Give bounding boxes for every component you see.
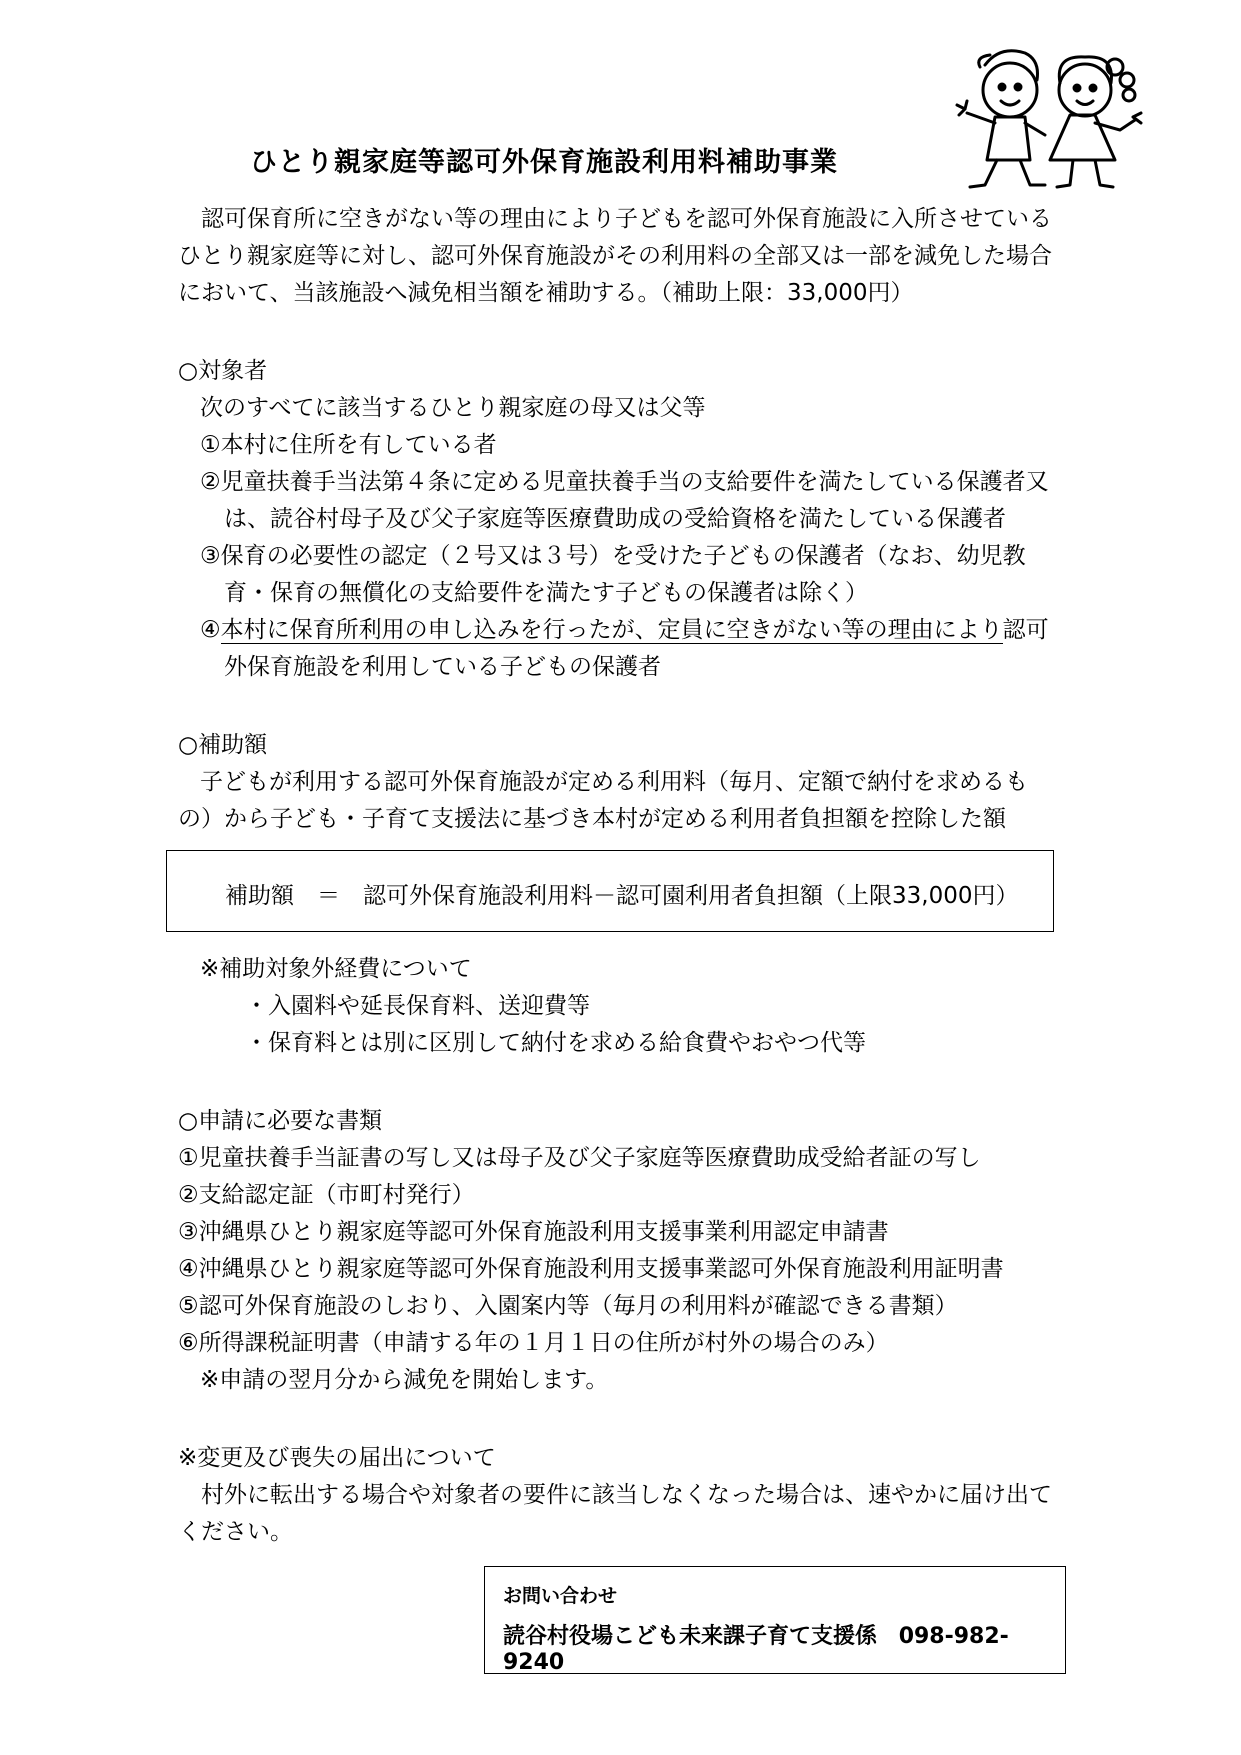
amount-heading: ○補助額: [178, 732, 268, 758]
target-item-2-line-2: は、読谷村母子及び父子家庭等医療費助成の受給資格を満たしている保護者: [224, 506, 1006, 532]
document-item: ②支給認定証（市町村発行）: [178, 1182, 475, 1208]
amount-desc-line-2: の）から子ども・子育て支援法に基づき本村が定める利用者負担額を控除した額: [178, 806, 1006, 832]
amount-desc-line-1: 子どもが利用する認可外保育施設が定める利用料（毎月、定額で納付を求めるも: [200, 769, 1028, 795]
document-item: ④沖縄県ひとり親家庭等認可外保育施設利用支援事業認可外保育施設利用証明書: [178, 1256, 1004, 1282]
changes-line-2: ください。: [178, 1519, 293, 1545]
documents-heading: ○申請に必要な書類: [178, 1108, 383, 1134]
target-item-4-prefix: ④: [200, 617, 221, 643]
target-item-4-suffix: 認可: [1002, 617, 1049, 643]
document-item: ⑥所得課税証明書（申請する年の１月１日の住所が村外の場合のみ）: [178, 1330, 889, 1356]
target-item-2-line-1: ②児童扶養手当法第４条に定める児童扶養手当の支給要件を満たしている保護者又: [200, 469, 1049, 495]
target-item-3-line-1: ③保育の必要性の認定（２号又は３号）を受けた子どもの保護者（なお、幼児教: [200, 543, 1026, 569]
formula-text: 補助額 ＝ 認可外保育施設利用料－認可園利用者負担額（上限33,000円）: [225, 883, 1019, 909]
documents-note: ※申請の翌月分から減免を開始します。: [200, 1367, 609, 1393]
document-item: ①児童扶養手当証書の写し又は母子及び父子家庭等医療費助成受給者証の写し: [178, 1145, 981, 1171]
contact-office: 読谷村役場こども未来課子育て支援係: [503, 1624, 878, 1649]
intro-line-3: において、当該施設へ減免相当額を補助する。（補助上限：33,000円）: [178, 280, 914, 306]
target-heading: ○対象者: [178, 358, 268, 384]
target-item-3-line-2: 育・保育の無償化の支給要件を満たす子どもの保護者は除く）: [224, 580, 868, 606]
document-item: ⑤認可外保育施設のしおり、入園案内等（毎月の利用料が確認できる書類）: [178, 1293, 958, 1319]
contact-box: [484, 1566, 1066, 1674]
contact-phone: 098-982-9240: [503, 1624, 1009, 1675]
target-item-4-line-2: 外保育施設を利用している子どもの保護者: [224, 654, 661, 680]
page-title: ひとり親家庭等認可外保育施設利用料補助事業: [250, 147, 838, 178]
target-lead: 次のすべてに該当するひとり親家庭の母又は父等: [200, 395, 706, 421]
intro-line-2: ひとり親家庭等に対し、認可外保育施設がその利用料の全部又は一部を減免した場合: [178, 243, 1052, 269]
excluded-heading: ※補助対象外経費について: [200, 956, 472, 982]
formula-box: [166, 850, 1054, 932]
target-item-4-line-1: [200, 611, 1049, 644]
intro-line-1: 認可保育所に空きがない等の理由により子どもを認可外保育施設に入所させている: [178, 206, 1052, 232]
target-item-4-underlined: 本村に保育所利用の申し込みを行ったが、定員に空きがない等の理由により: [220, 617, 1003, 643]
contact-label: お問い合わせ: [503, 1585, 618, 1607]
children-illustration: [945, 35, 1155, 205]
document-item: ③沖縄県ひとり親家庭等認可外保育施設利用支援事業利用認定申請書: [178, 1219, 889, 1245]
contact-info: [503, 1619, 1065, 1675]
target-item-1: ①本村に住所を有している者: [200, 432, 497, 458]
changes-heading: ※変更及び喪失の届出について: [178, 1445, 496, 1471]
changes-line-1: 村外に転出する場合や対象者の要件に該当しなくなった場合は、速やかに届け出て: [178, 1482, 1052, 1508]
excluded-item-2: ・保育料とは別に区別して納付を求める給食費やおやつ代等: [245, 1030, 866, 1056]
excluded-item-1: ・入園料や延長保育料、送迎費等: [245, 993, 590, 1019]
